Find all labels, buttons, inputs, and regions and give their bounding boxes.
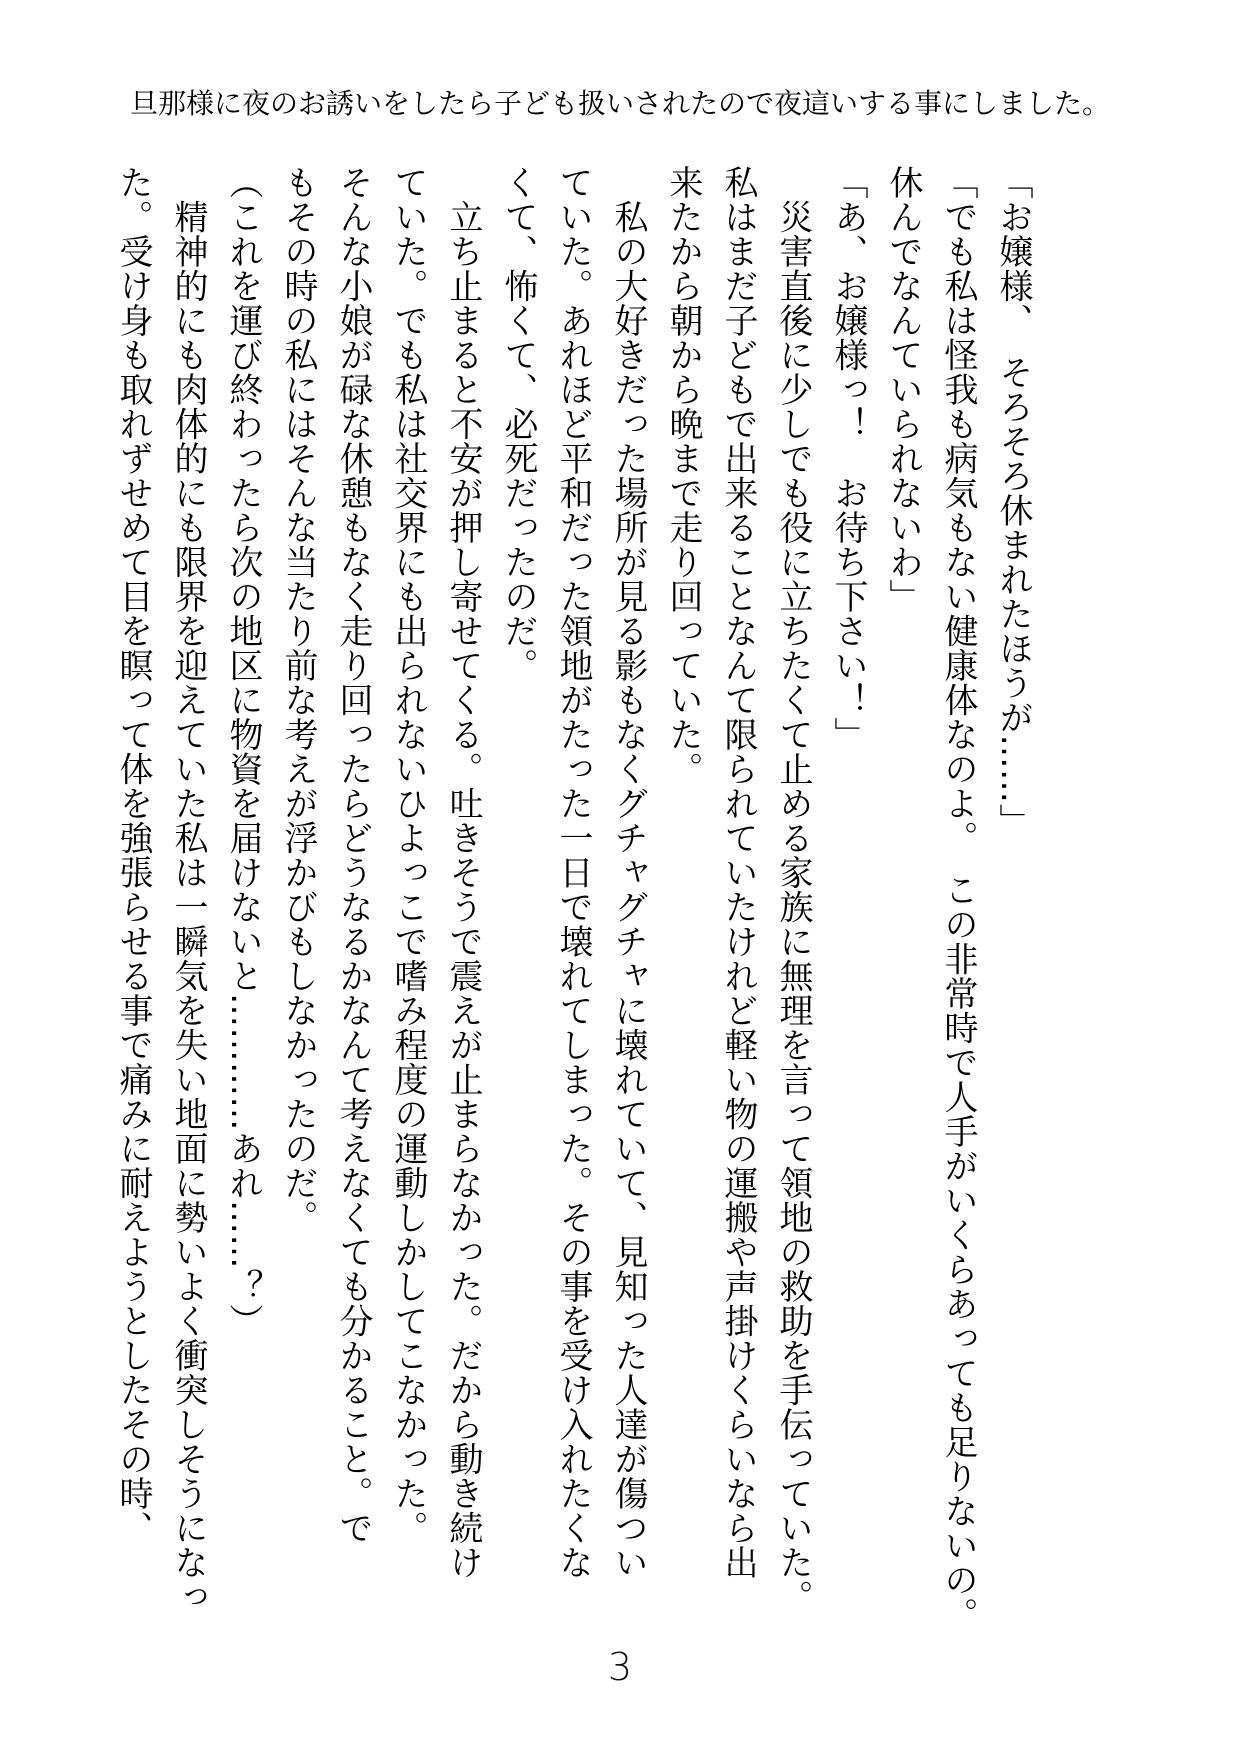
text-line: 「でも私は怪我も病気もない健康体なのよ。 この非常時で人手がいくらあっても足りないの。 — [938, 165, 978, 1632]
text-line: 休んでなんていられないわ」 — [883, 165, 923, 614]
text-line: 私はまだ子どもで出来ることなんて限られていたけれど軽い物の運搬や声掛けくらいなら出 — [718, 165, 758, 1580]
text-line: そんな小娘が碌な休憩もなく走り回ったらどうなるかなんて考えなくても分かること。で — [333, 165, 373, 1545]
text-line: 災害直後に少しでも役に立ちたくて止める家族に無理を言って領地の救助を手伝っていた。 — [773, 165, 813, 1614]
page-title: 旦那様に夜のお誘いをしたら子ども扱いされたので夜這いする事にしました。 — [130, 87, 1111, 120]
text-line: 私の大好きだった場所が見る影もなくグチャグチャに壊れていて、見知った人達が傷つい — [608, 165, 648, 1580]
text-line: ていた。あれほど平和だった領地がたった一日で壊れてしまった。その事を受け入れたくな — [553, 165, 593, 1580]
text-line: （これを運び終わったら次の地区に物資を届けないと…………あれ……？） — [223, 165, 263, 1338]
text-line: 立ち止まると不安が押し寄せてくる。吐きそうで震えが止まらなかった。だから動き続け — [443, 165, 483, 1580]
text-line: た。受け身も取れずせめて目を瞑って体を強張らせる事で痛みに耐えようとしたその時、 — [113, 165, 153, 1545]
vertical-text-block — [105, 165, 1040, 1665]
text-line: ていた。でも私は社交界にも出られないひよっこで嗜み程度の運動しかしてこなかった。 — [388, 165, 428, 1545]
text-line: 来たから朝から晩まで走り回っていた。 — [663, 165, 703, 786]
text-line: 「あ、お嬢様っ！ お待ち下さい！」 — [828, 165, 868, 752]
page-number: 3 — [607, 1645, 633, 1689]
text-line: 精神的にも肉体的にも限界を迎えていた私は一瞬気を失い地面に勢いよく衝突しそうになっ — [168, 165, 208, 1614]
text-line: 「お嬢様、 そろそろ休まれたほうが……」 — [993, 165, 1033, 838]
text-line: もその時の私にはそんな当たり前な考えが浮かびもしなかったのだ。 — [278, 165, 318, 1235]
text-line: くて、怖くて、必死だったのだ。 — [498, 165, 538, 683]
